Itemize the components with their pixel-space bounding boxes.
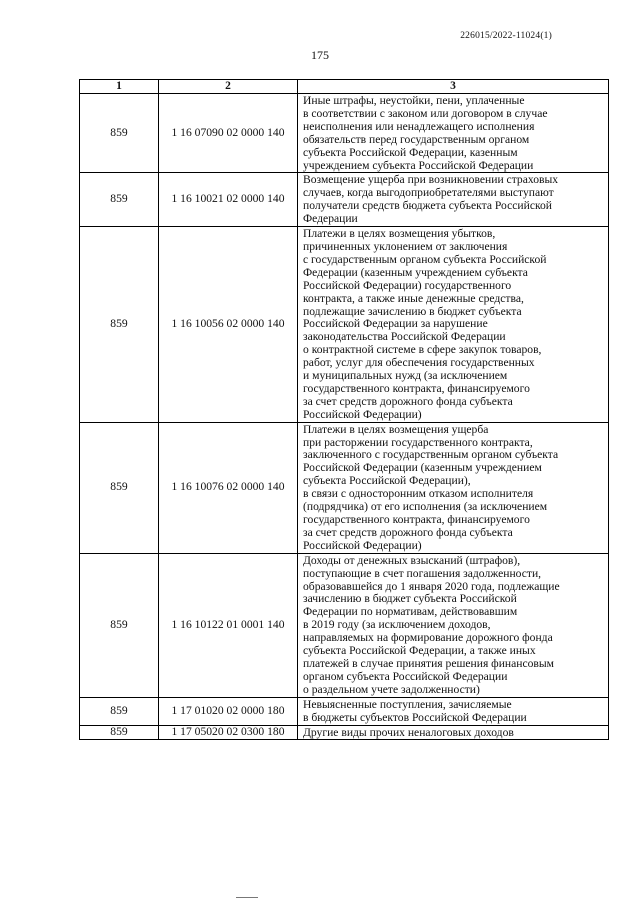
column-header-1: 1 (80, 80, 159, 94)
description-line: за счет средств дорожного фонда субъекта (303, 394, 513, 408)
description-line: субъекта Российской Федерации, а также иных (303, 644, 536, 658)
income-code-cell: 1 16 10056 02 0000 140 (159, 227, 298, 423)
description-line: неисполнения или ненадлежащего исполнения (303, 119, 535, 133)
description-line: в связи с односторонним отказом исполнителя (303, 487, 534, 501)
description-line: с государственным органом субъекта Российской (303, 252, 547, 266)
description-line: Федерации (казенным учреждением субъекта (303, 265, 528, 279)
table-row (80, 697, 609, 725)
description-line: Российской Федерации за нарушение (303, 317, 488, 331)
income-code-cell: 1 16 10122 01 0001 140 (159, 553, 298, 697)
income-code-cell: 1 16 10021 02 0000 140 (159, 173, 298, 227)
description-line: о контрактной системе в сфере закупок товаров, (303, 343, 542, 357)
description-line: государственного контракта, финансируемого (303, 513, 530, 526)
description-line: Иные штрафы, неустойки, пени, уплаченные (303, 94, 525, 107)
description-line: поступающие в счет погашения задолженности, (303, 566, 542, 580)
column-header-2: 2 (159, 80, 298, 94)
description-line: получатели средств бюджета субъекта Российской (303, 199, 553, 213)
description-line: Федерации (303, 212, 358, 226)
description-line: подлежащие зачислению в бюджет субъекта (303, 304, 522, 318)
admin-code-cell: 859 (80, 227, 159, 423)
description-line: контракта, а также иные денежные средства, (303, 291, 524, 305)
description-line: Российской Федерации) (303, 538, 422, 552)
description-line: работ, услуг для обеспечения государственных (303, 356, 535, 370)
description-cell (298, 553, 609, 697)
income-codes-table (79, 79, 609, 740)
description-line: о раздельном учете задолженности) (303, 682, 480, 696)
description-line: Платежи в целях возмещения ущерба (303, 422, 489, 436)
admin-code-cell: 859 (80, 422, 159, 553)
description-line: при расторжении государственного контракта, (303, 435, 533, 449)
description-cell (298, 94, 609, 173)
income-code-cell: 1 16 07090 02 0000 140 (159, 94, 298, 173)
description-line: органом субъекта Российской Федерации (303, 669, 508, 683)
admin-code-cell: 859 (80, 553, 159, 697)
description-line: Возмещение ущерба при возникновении страховых (303, 173, 559, 187)
description-cell (298, 227, 609, 423)
table-row (80, 553, 609, 697)
description-line: субъекта Российской Федерации, казенным (303, 145, 518, 159)
admin-code-cell: 859 (80, 173, 159, 227)
description-line: платежей в случае принятия решения финансовым (303, 656, 554, 670)
column-header-3: 3 (298, 80, 609, 94)
page-bottom-mark (236, 897, 258, 901)
admin-code-cell: 859 (80, 697, 159, 725)
description-line: Другие виды прочих неналоговых доходов (303, 725, 514, 739)
description-line: за счет средств дорожного фонда субъекта (303, 525, 513, 539)
page-number: 175 (311, 48, 329, 62)
description-line: субъекта Российской Федерации), (303, 474, 471, 488)
description-line: случаев, когда выгодоприобретателями выступают (303, 186, 554, 200)
description-line: государственного контракта, финансируемого (303, 381, 530, 395)
description-line: заключенного с государственным органом субъекта (303, 448, 559, 462)
description-line: зачислению в бюджет субъекта Российской (303, 592, 517, 606)
description-line: Платежи в целях возмещения убытков, (303, 227, 496, 241)
description-line: Российской Федерации (казенным учреждением (303, 461, 542, 475)
income-code-cell: 1 17 01020 02 0000 180 (159, 697, 298, 725)
income-code-cell: 1 16 10076 02 0000 140 (159, 422, 298, 553)
description-line: Федерации по нормативам, действовавшим (303, 605, 518, 619)
description-line: причиненных уклонением от заключения (303, 239, 508, 253)
income-code-cell: 1 17 05020 02 0300 180 (159, 725, 298, 740)
description-line: направляемых на формирование дорожного фонда (303, 631, 553, 645)
table-row (80, 227, 609, 423)
table-row (80, 725, 609, 740)
admin-code-cell: 859 (80, 725, 159, 740)
description-cell (298, 697, 609, 725)
description-line: Российской Федерации) (303, 407, 422, 421)
table-row (80, 422, 609, 553)
description-line: Российской Федерации) государственного (303, 278, 512, 292)
description-line: Невыясненные поступления, зачисляемые (303, 697, 512, 711)
description-line: законодательства Российской Федерации (303, 330, 506, 344)
description-line: обязательств перед государственным органом (303, 132, 530, 146)
table-row (80, 173, 609, 227)
description-line: и муниципальных нужд (за исключением (303, 369, 508, 383)
description-line: Доходы от денежных взысканий (штрафов), (303, 553, 521, 567)
document-number: 226015/2022-11024(1) (460, 31, 552, 41)
description-line: образовавшейся до 1 января 2020 года, подлежащие (303, 579, 560, 593)
description-cell (298, 725, 609, 740)
description-line: учреждением субъекта Российской Федерации (303, 158, 534, 172)
description-line: в 2019 году (за исключением доходов, (303, 618, 491, 632)
description-line: в бюджеты субъектов Российской Федерации (303, 710, 527, 724)
description-cell (298, 173, 609, 227)
admin-code-cell: 859 (80, 94, 159, 173)
description-line: (подрядчика) от его исполнения (за исключением (303, 500, 548, 514)
table-row (80, 94, 609, 173)
description-line: в соответствии с законом или договором в случае (303, 106, 548, 120)
table-header-row (80, 80, 609, 94)
description-cell (298, 422, 609, 553)
